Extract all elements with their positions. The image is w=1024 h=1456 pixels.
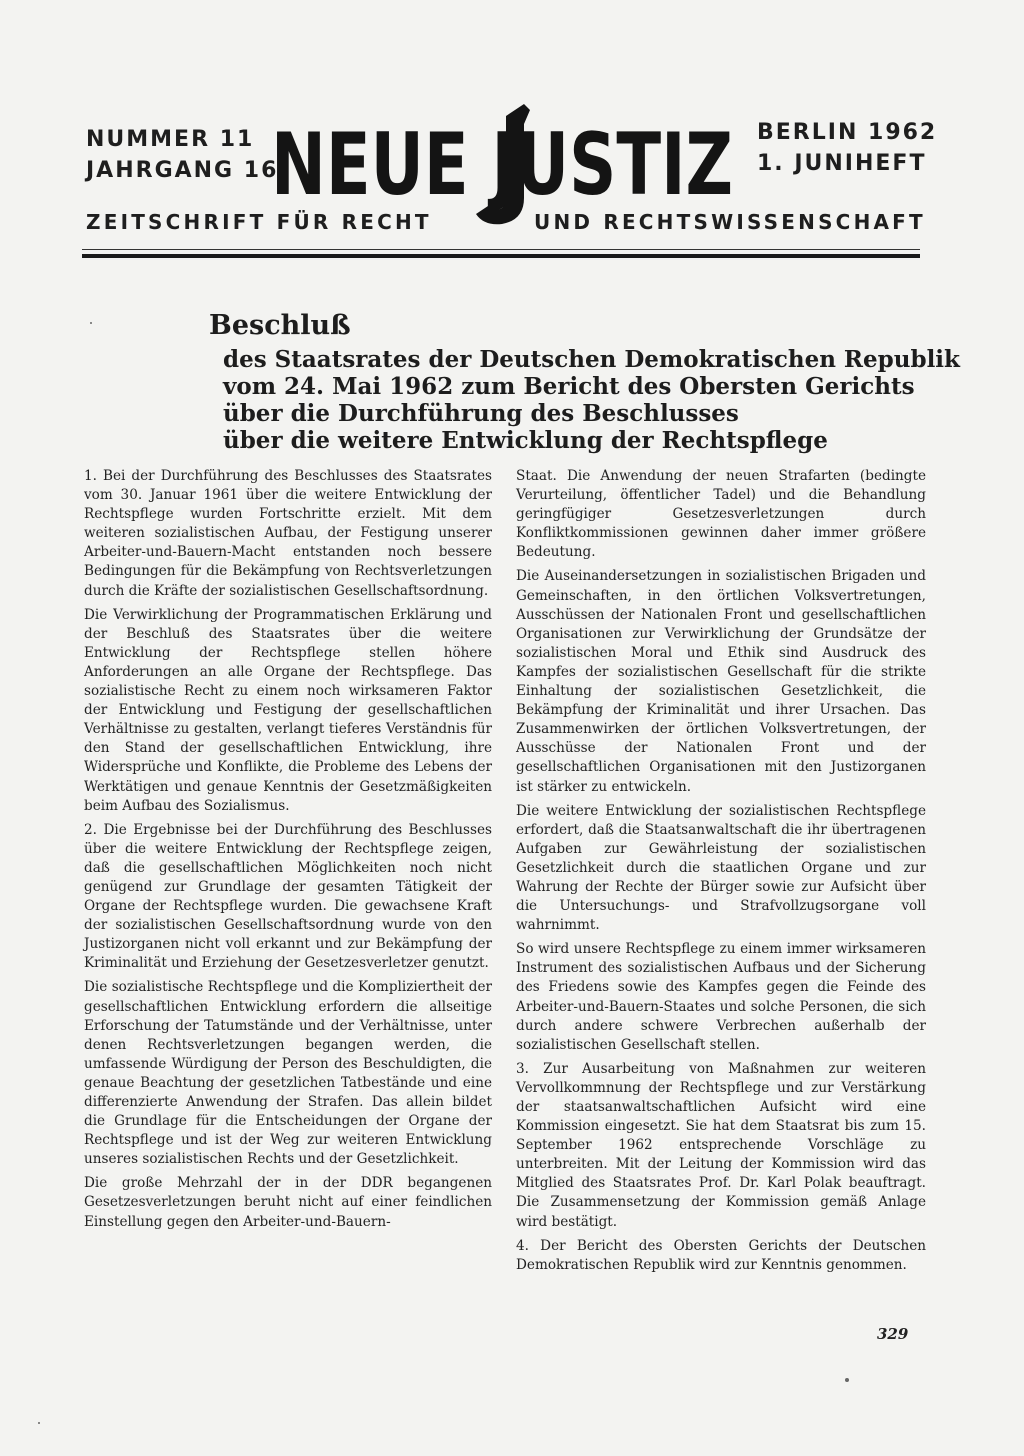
issue-number: NUMMER 11 [86,127,255,152]
issue-info [86,124,278,186]
subtitle-line: über die Durchführung des Beschlusses [223,400,739,427]
subtitle-left: ZEITSCHRIFT FÜR RECHT [86,210,432,234]
subtitle-right: UND RECHTSWISSENSCHAFT [534,210,926,234]
right-column [516,467,926,1280]
journal-title-svg [262,98,742,228]
paragraph: Die große Mehrzahl der in der DDR begangenen Gesetzesverletzungen beruht nicht auf einer feindlichen Einstellung gegen den Arbeiter-und-Bauern- [84,1175,492,1230]
volume: JAHRGANG 16 [86,158,279,183]
paragraph: Die sozialistische Rechtspflege und die Kompliziertheit der gesellschaftlichen Entwicklung erfordern die allseitige Erforschung der Tatumstände und der Verhältnisse, unter denen Rechtsverletzungen begangen werden, die umfassende Würdigung der Person des Beschuldigten, die genaue Beachtung der gesetzlichen Tatbestände und eine differenzierte Anwendung der Strafen. Das allein bildet die Grundlage für die Entscheidungen der Organe der Rechtspflege und ist der Weg zur weiteren Entwicklung unseres sozialistischen Rechts und der Gesetzlichkeit. [84,979,492,1168]
paragraph: 2. Die Ergebnisse bei der Durchführung des Beschlusses über die weitere Entwicklung der Rechtspflege zeigen, daß die gesellschaftlichen Möglichkeiten noch nicht genügend zur Grundlage der gesamten Tätigkeit der Organe der Rechtspflege wurden. Die gewachsene Kraft der sozialistischen Gesellschaftsordnung wurde von den Justizorganen nicht voll erkannt und zur Bekämpfung der Kriminalität und Erziehung der Gesetzesverletzer genutzt. [84,821,492,972]
paragraph: 3. Zur Ausarbeitung von Maßnahmen zur weiteren Vervollkommnung der Rechtspflege und zur Verstärkung der staatsanwaltschaftlichen Aufsicht wird eine Kommission eingesetzt. Sie hat dem Staatsrat bis zum 15. September 1962 entsprechende Vorschläge zu unterbreiten. Mit der Leitung der Kommission wird das Mitglied des Staatsrates Prof. Dr. Karl Polak beauftragt. Die Zusammensetzung der Kommission gemäß Anlage wird bestätigt. [516,1060,926,1230]
subtitle-line: über die weitere Entwicklung der Rechtspflege [223,427,828,454]
subtitle-line: des Staatsrates der Deutschen Demokratischen Republik [223,346,960,373]
paragraph: 4. Der Bericht des Obersten Gerichts der Deutschen Demokratischen Republik wird zur Kenntnis genommen. [516,1237,926,1273]
issue-date: 1. JUNIHEFT [757,151,927,176]
paragraph: Die weitere Entwicklung der sozialistischen Rechtspflege erfordert, daß die Staatsanwaltschaft die ihr übertragenen Aufgaben zur Gewährleistung der sozialistischen Gesetzlichkeit durch die staatlichen Organe und zur Wahrung der Rechte der Bürger sowie zur Aufsicht über die Untersuchungs- und Strafvollzugsorgane voll wahrnimmt. [516,802,926,934]
paragraph: Staat. Die Anwendung der neuen Strafarten (bedingte Verurteilung, öffentlicher Tadel) und die Behandlung geringfügiger Gesetzesverletzungen durch Konfliktkommissionen gewinnen daher immer größere Bedeutung. [516,468,926,561]
left-column [84,467,492,1237]
header-rule-thick [82,254,920,258]
paragraph: Die Auseinandersetzungen in sozialistischen Brigaden und Gemeinschaften, in den örtlichen Volksvertretungen, Ausschüssen der Nationalen Front und gesellschaftlichen Organisationen zur Verwirklichung der Grundsätze der sozialistischen Moral und Ethik sind Ausdruck des Kampfes der sozialistischen Gesellschaft für die strikte Einhaltung der sozialistischen Gesetzlichkeit, die Bekämpfung der Kriminalität und ihrer Ursachen. Das Zusammenwirken der örtlichen Volksvertretungen, der Ausschüsse der Nationalen Front und der gesellschaftlichen Organisationen mit den Justizorganen ist stärker zu entwickeln. [516,568,926,795]
place-year: BERLIN 1962 [757,120,938,145]
scan-speck [845,1378,849,1382]
scan-speck [38,1422,40,1424]
subtitle-line: vom 24. Mai 1962 zum Bericht des Obersten Gerichts [223,373,915,400]
header-rule-thin [82,249,920,250]
journal-title-logo [262,98,742,228]
page-number: 329 [877,1325,909,1343]
paragraph: So wird unsere Rechtspflege zu einem immer wirksameren Instrument des sozialistischen Aufbaus und der Sicherung des Friedens sowie des Kampfes gegen die Feinde des Arbeiter-und-Bauern-Staates und solche Personen, die sich durch andere schwere Verbrechen außerhalb der sozialistischen Gesellschaft stellen. [516,941,926,1053]
scan-speck [90,322,92,324]
article-title: Beschluß [209,310,351,341]
article-heading [209,308,960,454]
issue-date-info [757,117,937,179]
paragraph: 1. Bei der Durchführung des Beschlusses des Staatsrates vom 30. Januar 1961 über die weitere Entwicklung der Rechtspflege wurden Fortschritte erzielt. Mit dem weiteren sozialistischen Aufbau, der Festigung unserer Arbeiter-und-Bauern-Macht entstanden noch bessere Bedingungen für die Bekämpfung von Rechtsverletzungen durch die Kräfte der sozialistischen Gesellschaftsordnung. [84,468,492,599]
journal-title-text: NEUE JUSTIZ [271,115,733,215]
article-subtitle [223,346,960,454]
paragraph: Die Verwirklichung der Programmatischen Erklärung und der Beschluß des Staatsrates über die weitere Entwicklung der Rechtspflege stellen höhere Anforderungen an alle Organe der Rechtspflege. Das sozialistische Recht zu einem noch wirksameren Faktor der Entwicklung und Festigung der gesellschaftlichen Verhältnisse zu gestalten, verlangt tieferes Verständnis für den Stand der gesellschaftlichen Entwicklung, ihre Widersprüche und Konflikte, die Probleme des Lebens der Werktätigen und genaue Kenntnis der Gesetzmäßigkeiten beim Aufbau des Sozialismus. [84,606,492,814]
